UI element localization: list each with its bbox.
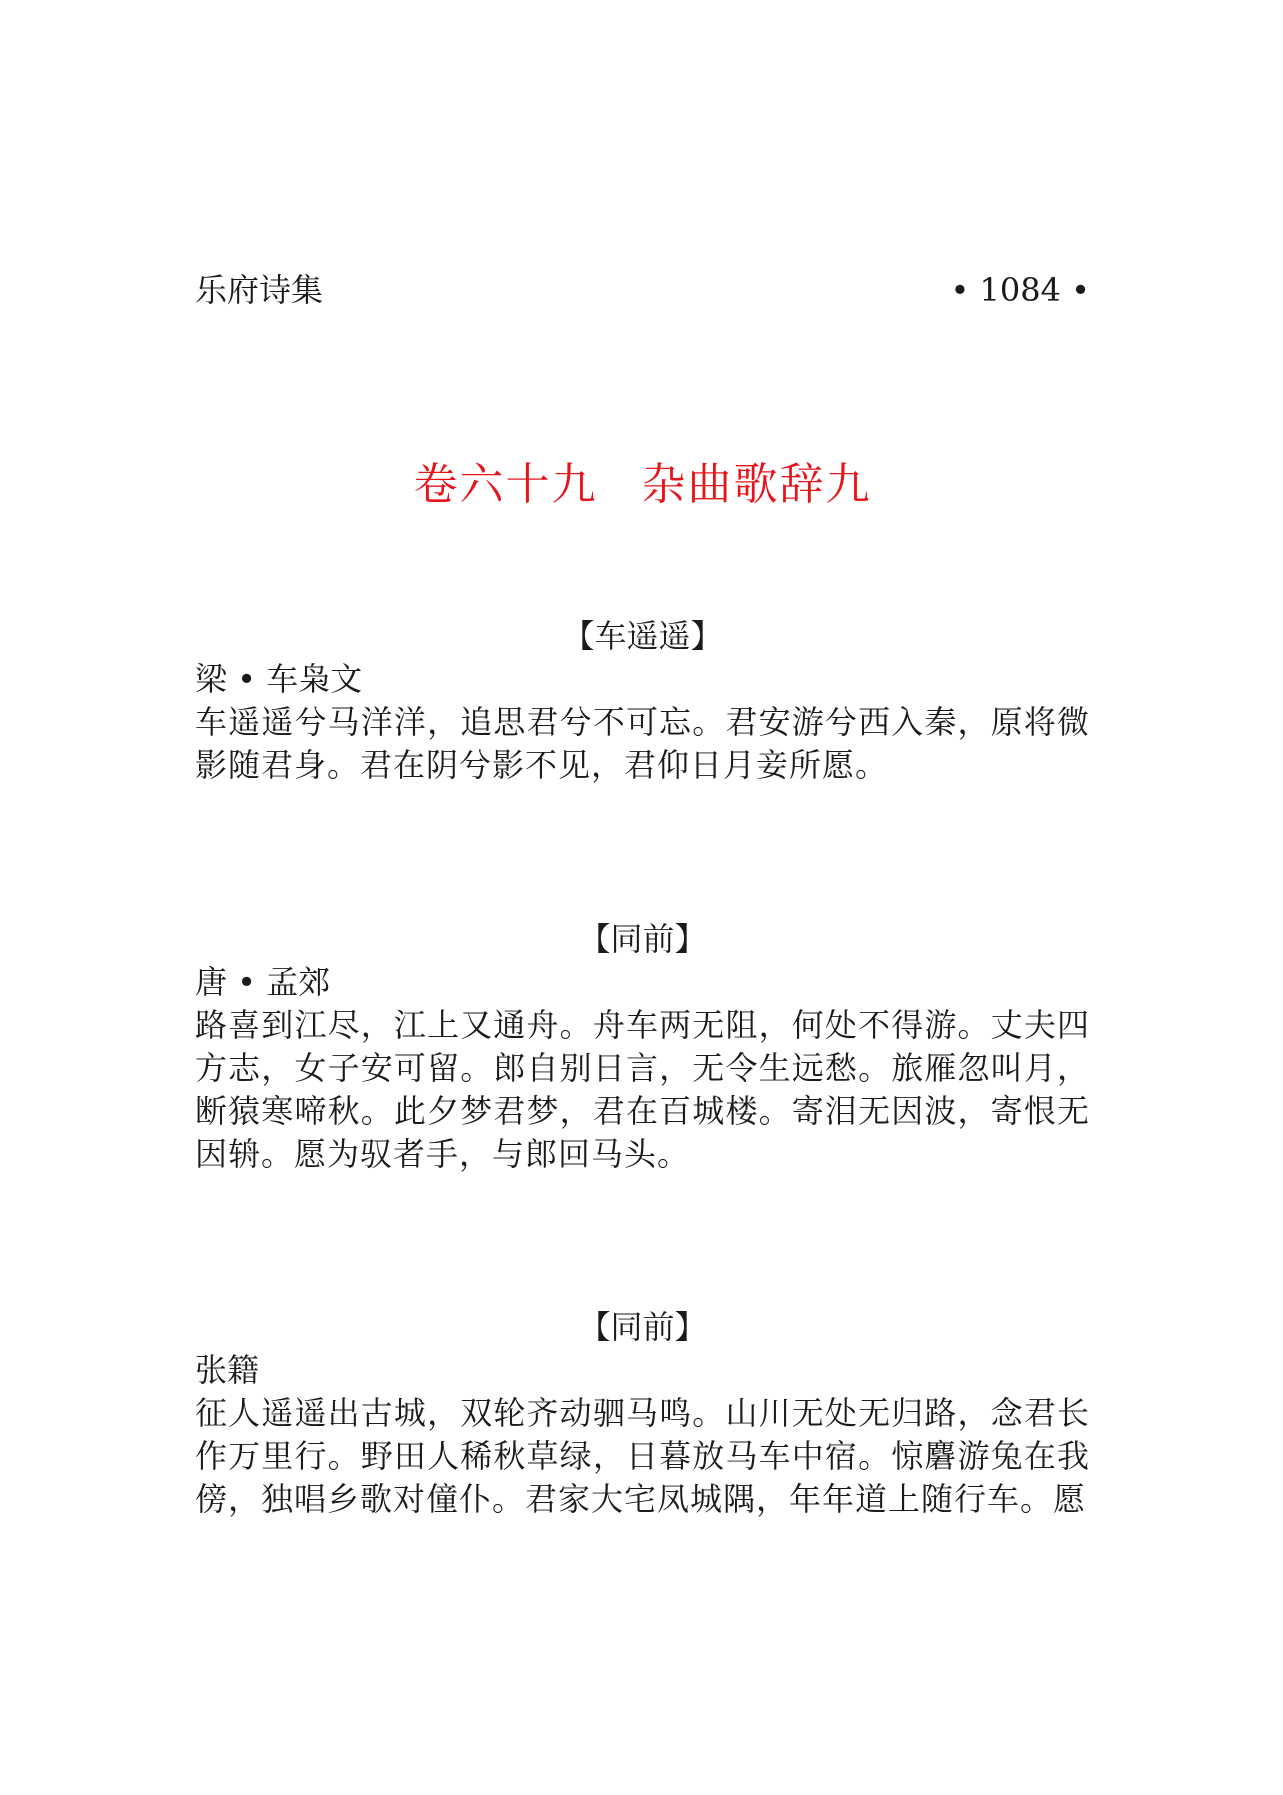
poem-title: 【同前】 [578, 920, 707, 958]
chapter-section: 杂曲歌辞九 [641, 459, 872, 510]
poem-text: 路喜到江尽，江上又通舟。舟车两无阻，何处不得游。丈夫四方志，女子安可留。郎自别日言，无令生远愁。旅雁忽叫月，断猿寒啼秋。此夕梦君梦，君在百城楼。寄泪无因波，寄恨无因辀。愿为驭者手，与郎回马头。 [195, 1006, 1090, 1173]
poem-section [195, 1306, 1090, 1521]
document-page [195, 0, 1090, 1795]
poem-section [195, 615, 1090, 787]
chapter-volume: 卷六十九 [413, 459, 598, 510]
poem-author: 梁 • 车枭文 [195, 660, 363, 698]
poem-title: 【同前】 [578, 1308, 707, 1346]
page-number: • 1084 • [950, 271, 1090, 309]
poem-title: 【车遥遥】 [562, 617, 723, 655]
running-header [195, 268, 1090, 312]
book-title: 乐府诗集 [195, 271, 324, 309]
chapter-title [195, 455, 1090, 515]
poem-author: 张籍 [195, 1351, 260, 1389]
poem-text: 征人遥遥出古城，双轮齐动驷马鸣。山川无处无归路，念君长作万里行。野田人稀秋草绿，日暮放马车中宿。惊麏游兔在我傍，独唱乡歌对僮仆。君家大宅凤城隅，年年道上随行车。愿 [195, 1394, 1090, 1518]
poem-author: 唐 • 孟郊 [195, 963, 331, 1001]
poem-text: 车遥遥兮马洋洋，追思君兮不可忘。君安游兮西入秦，原将微影随君身。君在阴兮影不见，君仰日月妾所愿。 [195, 703, 1090, 784]
poem-section [195, 918, 1090, 1176]
